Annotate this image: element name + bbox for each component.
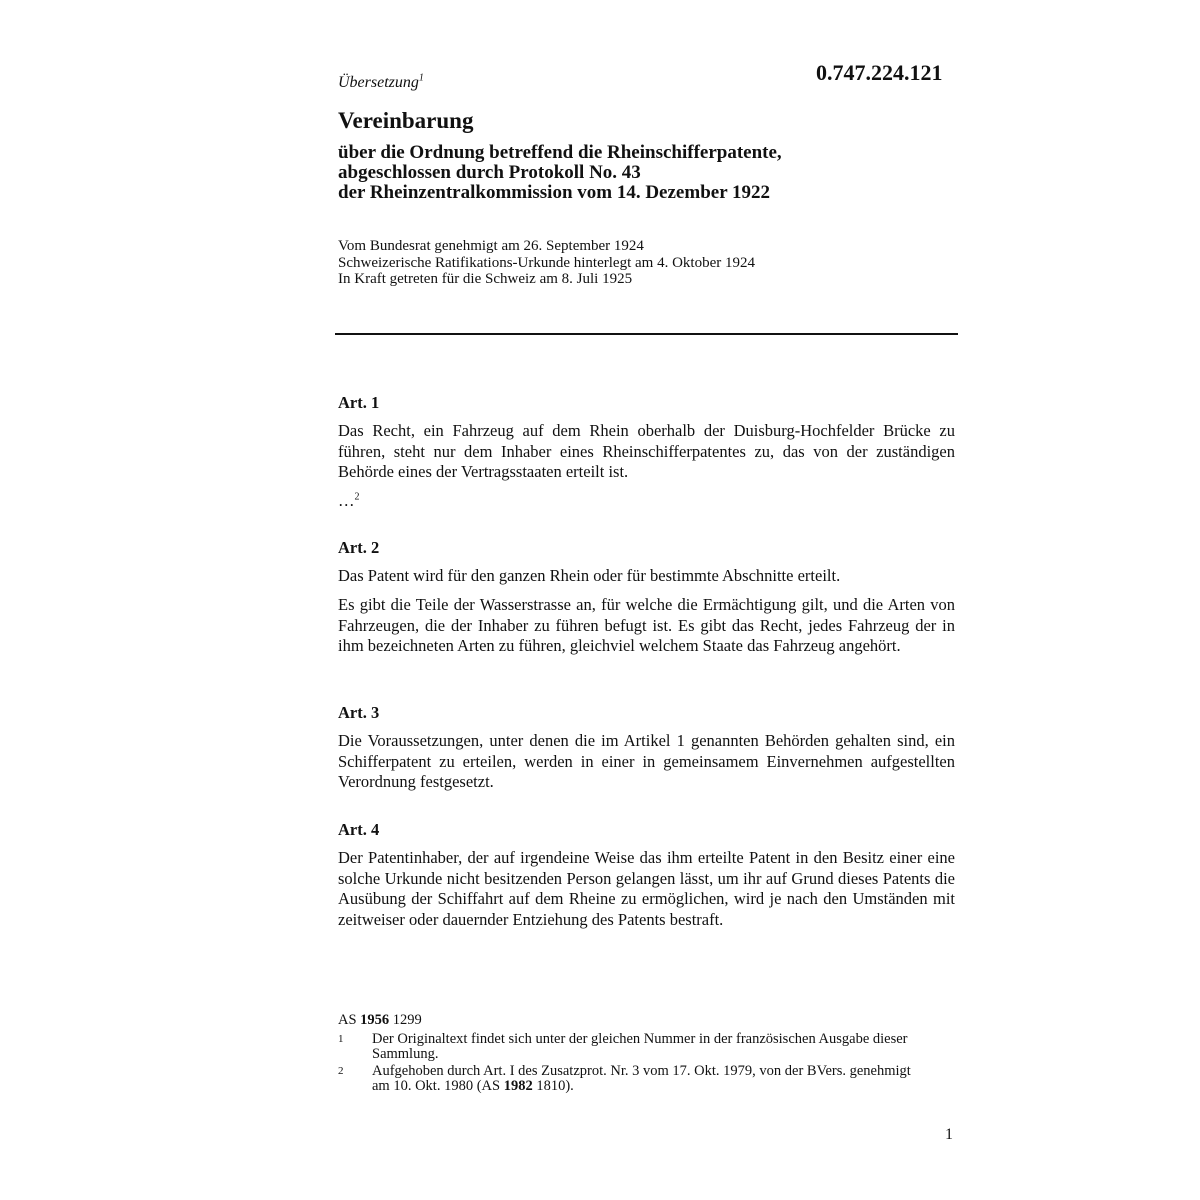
as-prefix: AS	[338, 1012, 357, 1028]
footnote-text: Der Originaltext findet sich unter der gleichen Nummer in der französischen Ausgabe dieser Sammlung.	[372, 1030, 908, 1062]
footnote	[338, 1064, 958, 1095]
footnote-ref-1: 1	[418, 72, 424, 84]
meta-line: Vom Bundesrat genehmigt am 26. September 1924	[338, 238, 644, 254]
footnote-ref-2: 2	[354, 491, 360, 503]
translation-note	[338, 74, 424, 92]
footnote-text-part: 1810).	[536, 1078, 574, 1094]
article-paragraph: Das Patent wird für den ganzen Rhein oder für bestimmte Abschnitte erteilt.	[338, 566, 841, 585]
article-paragraph: Die Voraussetzungen, unter denen die im Artikel 1 genannten Behörden gehalten sind, ein Schifferpatent zu erteilen, werden in einer in gemeinsamem Einvernehmen aufgestellten Verordnung festgesetzt.	[338, 731, 955, 791]
footnote	[338, 1032, 958, 1063]
document-title: Vereinbarung	[338, 108, 474, 133]
article-paragraph: Der Patentinhaber, der auf irgendeine Weise das ihm erteilte Patent in den Besitz einer eine solche Urkunde nicht besitzenden Person gelangen lässt, um ihr auf Grund dieses Patents die Ausübung der Schiffahrt auf dem Rheine zu ermöglichen, wird je nach den Umständen mit zeitweiser oder dauernder Entziehung des Patents bestraft.	[338, 848, 955, 929]
page-number: 1	[945, 1126, 953, 1143]
subtitle-line: über die Ordnung betreffend die Rheinschifferpatente,	[338, 142, 782, 163]
as-reference	[338, 1013, 958, 1029]
footnote-text	[372, 1064, 932, 1095]
article-heading: Art. 2	[338, 538, 380, 557]
footnote-text-part: Aufgehoben durch Art. I des Zusatzprot. Nr. 3 vom 17. Okt. 1979, von der BVers. genehmigt am 10. Okt. 1980 (AS	[372, 1062, 911, 1094]
repealed-ellipsis	[338, 491, 360, 511]
approval-info	[338, 238, 755, 288]
meta-line: Schweizerische Ratifikations-Urkunde hinterlegt am 4. Oktober 1924	[338, 254, 755, 271]
footnotes	[338, 1013, 958, 1095]
article-paragraph: Es gibt die Teile der Wasserstrasse an, für welche die Ermächtigung gilt, und die Arten von Fahrzeugen, die der Inhaber zu führen befugt ist. Es gibt das Recht, jedes Fahrzeug der in ihm bezeichneten Arten zu führen, gleichviel welchem Staate das Fahrzeug angehört.	[338, 595, 955, 655]
footnote-as-year: 1982	[503, 1078, 533, 1094]
article-heading: Art. 1	[338, 393, 380, 412]
article-heading: Art. 3	[338, 703, 380, 722]
translation-label: Übersetzung	[338, 74, 419, 91]
article-heading: Art. 4	[338, 820, 380, 839]
article-paragraph: Das Recht, ein Fahrzeug auf dem Rhein oberhalb der Duisburg-Hochfelder Brücke zu führen, steht nur dem Inhaber eines Rheinschifferpatentes zu, das von der zuständigen Behörde eines der Vertragsstaaten erteilt ist.	[338, 421, 955, 481]
header-divider	[335, 333, 958, 335]
as-year: 1956	[360, 1012, 390, 1028]
ellipsis: …	[338, 491, 355, 510]
footnote-number: 2	[338, 1064, 344, 1077]
sr-number: 0.747.224.121	[816, 60, 943, 85]
footnote-number: 1	[338, 1032, 344, 1045]
subtitle-line: abgeschlossen durch Protokoll No. 43	[338, 162, 641, 183]
meta-line: In Kraft getreten für die Schweiz am 8. Juli 1925	[338, 271, 633, 287]
subtitle-line: der Rheinzentralkommission vom 14. Dezember 1922	[338, 182, 771, 203]
as-page: 1299	[392, 1012, 422, 1028]
document-subtitle	[338, 143, 782, 203]
